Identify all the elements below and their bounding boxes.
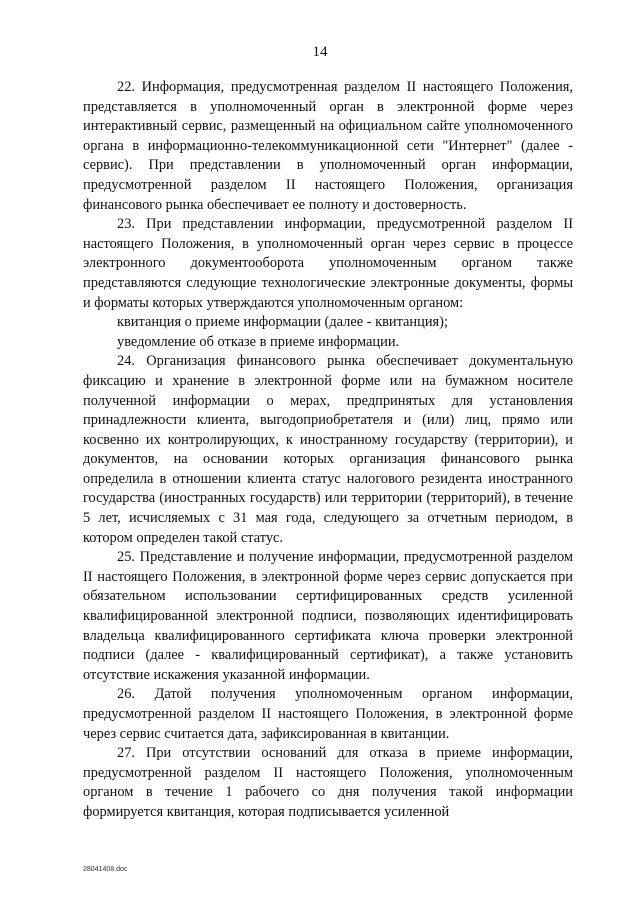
paragraph-26: 26. Датой получения уполномоченным органом информации, предусмотренной разделом II настоящего Положения, в электронной форме через сервис считается дата, зафиксированная в квитанции. <box>83 686 573 742</box>
paragraph-22: 22. Информация, предусмотренная разделом II настоящего Положения, представляется в уполномоченный орган в электронной форме через интерактивный сервис, размещенный на официальном сайте уполномоченного органа в информационно-телекоммуникационной сети "Интернет" (далее - сервис). При представлении в уполномоченный орган информации, предусмотренной разделом II настоящего Положения, организация финансового рынка обеспечивает ее полноту и достоверность. <box>83 79 573 213</box>
paragraph-27: 27. При отсутствии оснований для отказа в приеме информации, предусмотренной разделом II настоящего Положения, уполномоченным органом в течение 1 рабочего со дня получения такой информации формируется квитанция, которая подписывается усиленной <box>83 745 573 820</box>
paragraph-23: 23. При представлении информации, предусмотренной разделом II настоящего Положения, в уполномоченный орган через сервис в процессе электронного документооборота уполномоченным органом также представляются следующие технологические электронные документы, формы и форматы которых утверждаются уполномоченным органом: <box>83 216 573 311</box>
file-name-footer: 28041408.doc <box>83 866 128 873</box>
paragraph-25: 25. Представление и получение информации, предусмотренной разделом II настоящего Положения, в электронной форме через сервис допускается при обязательном использовании сертифицированных средств усиленной квалифицированной электронной подписи, позволяющих идентифицировать владельца квалифицированного сертификата ключа проверки электронной подписи (далее - квалифицированный сертификат), а также установить отсутствие искажения указанной информации. <box>83 549 573 683</box>
page-number: 14 <box>312 44 328 60</box>
paragraph-24: 24. Организация финансового рынка обеспечивает документальную фиксацию и хранение в электронной форме или на бумажном носителе полученной информации о мерах, предпринятых для установления принадлежности клиента, выгодоприобретателя и (или) лиц, прямо или косвенно их контролирующих, к иностранному государству (территории), и документов, на основании которых организация финансового рынка определила в отношении клиента статус налогового резидента иностранного государства (иностранных государств) или территории (территорий), в течение 5 лет, исчисляемых с 31 мая года, следующего за отчетным периодом, в котором определен такой статус. <box>83 353 573 546</box>
list-item-receipt: квитанция о приеме информации (далее - квитанция); <box>117 314 448 331</box>
document-body <box>83 78 573 823</box>
list-item-refusal-notice: уведомление об отказе в приеме информации. <box>117 333 400 350</box>
